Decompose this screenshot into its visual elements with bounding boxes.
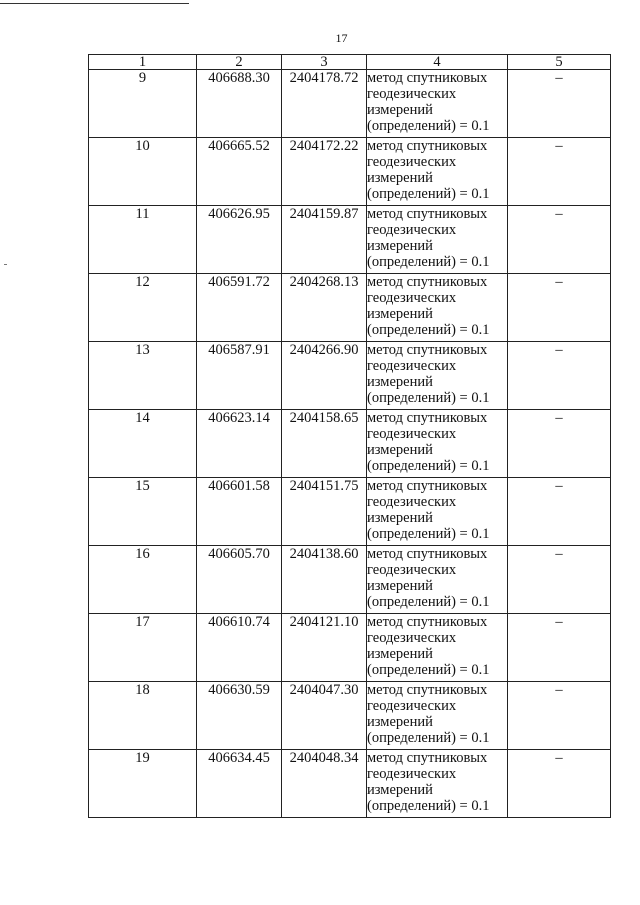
point-number-cell: 11 <box>89 206 197 274</box>
method-cell <box>367 682 508 750</box>
table-row <box>89 614 611 682</box>
table-row <box>89 274 611 342</box>
method-cell <box>367 546 508 614</box>
page-number: 17 <box>335 31 348 45</box>
method-line: (определений) = 0.1 <box>367 458 490 474</box>
method-line: метод спутниковых <box>367 274 488 290</box>
note-cell: – <box>508 614 611 682</box>
note-cell: – <box>508 206 611 274</box>
note-cell: – <box>508 478 611 546</box>
x-coordinate-cell: 406630.59 <box>197 682 282 750</box>
y-coordinate-cell: 2404151.75 <box>282 478 367 546</box>
table-row <box>89 138 611 206</box>
table-row <box>89 546 611 614</box>
x-coordinate-cell: 406623.14 <box>197 410 282 478</box>
method-line: метод спутниковых <box>367 546 488 562</box>
method-cell <box>367 750 508 818</box>
table-body <box>89 55 611 818</box>
point-number-cell: 19 <box>89 750 197 818</box>
method-cell <box>367 614 508 682</box>
x-coordinate-cell: 406626.95 <box>197 206 282 274</box>
table-row <box>89 750 611 818</box>
x-coordinate-cell: 406634.45 <box>197 750 282 818</box>
method-line: (определений) = 0.1 <box>367 390 490 406</box>
method-line: измерений <box>367 510 433 526</box>
table-row <box>89 70 611 138</box>
method-line: геодезических <box>367 222 457 238</box>
method-line: геодезических <box>367 358 457 374</box>
x-coordinate-cell: 406688.30 <box>197 70 282 138</box>
note-cell: – <box>508 138 611 206</box>
point-number-cell: 13 <box>89 342 197 410</box>
header-cell-5: 5 <box>508 55 611 70</box>
method-line: геодезических <box>367 698 457 714</box>
x-coordinate-cell: 406665.52 <box>197 138 282 206</box>
header-cell-3: 3 <box>282 55 367 70</box>
method-line: измерений <box>367 646 433 662</box>
method-line: метод спутниковых <box>367 750 488 766</box>
x-coordinate-cell: 406605.70 <box>197 546 282 614</box>
point-number-cell: 15 <box>89 478 197 546</box>
x-coordinate-cell: 406610.74 <box>197 614 282 682</box>
table-row <box>89 478 611 546</box>
method-line: геодезических <box>367 290 457 306</box>
y-coordinate-cell: 2404121.10 <box>282 614 367 682</box>
table-row <box>89 682 611 750</box>
margin-mark <box>4 264 7 265</box>
method-line: (определений) = 0.1 <box>367 254 490 270</box>
header-cell-4: 4 <box>367 55 508 70</box>
table-row <box>89 410 611 478</box>
point-number-cell: 9 <box>89 70 197 138</box>
method-line: (определений) = 0.1 <box>367 186 490 202</box>
method-line: измерений <box>367 170 433 186</box>
y-coordinate-cell: 2404047.30 <box>282 682 367 750</box>
method-line: метод спутниковых <box>367 342 488 358</box>
method-line: измерений <box>367 374 433 390</box>
method-line: метод спутниковых <box>367 478 488 494</box>
y-coordinate-cell: 2404172.22 <box>282 138 367 206</box>
method-cell <box>367 410 508 478</box>
y-coordinate-cell: 2404266.90 <box>282 342 367 410</box>
note-cell: – <box>508 750 611 818</box>
table-row <box>89 342 611 410</box>
note-cell: – <box>508 410 611 478</box>
y-coordinate-cell: 2404268.13 <box>282 274 367 342</box>
method-cell <box>367 274 508 342</box>
method-line: (определений) = 0.1 <box>367 662 490 678</box>
method-line: геодезических <box>367 562 457 578</box>
x-coordinate-cell: 406591.72 <box>197 274 282 342</box>
point-number-cell: 10 <box>89 138 197 206</box>
point-number-cell: 17 <box>89 614 197 682</box>
method-line: метод спутниковых <box>367 70 488 86</box>
point-number-cell: 16 <box>89 546 197 614</box>
note-cell: – <box>508 342 611 410</box>
method-line: (определений) = 0.1 <box>367 730 490 746</box>
method-line: геодезических <box>367 766 457 782</box>
method-cell <box>367 70 508 138</box>
method-line: (определений) = 0.1 <box>367 594 490 610</box>
point-number-cell: 18 <box>89 682 197 750</box>
method-line: геодезических <box>367 86 457 102</box>
coordinates-table <box>88 54 611 818</box>
header-cell-1: 1 <box>89 55 197 70</box>
method-line: (определений) = 0.1 <box>367 798 490 814</box>
method-line: геодезических <box>367 630 457 646</box>
header-cell-2: 2 <box>197 55 282 70</box>
method-line: геодезических <box>367 426 457 442</box>
method-line: метод спутниковых <box>367 206 488 222</box>
note-cell: – <box>508 682 611 750</box>
method-line: измерений <box>367 782 433 798</box>
method-line: (определений) = 0.1 <box>367 526 490 542</box>
point-number-cell: 12 <box>89 274 197 342</box>
point-number-cell: 14 <box>89 410 197 478</box>
method-line: измерений <box>367 306 433 322</box>
method-cell <box>367 138 508 206</box>
method-line: метод спутниковых <box>367 614 488 630</box>
method-cell <box>367 206 508 274</box>
top-rule <box>0 3 189 4</box>
method-line: метод спутниковых <box>367 682 488 698</box>
y-coordinate-cell: 2404158.65 <box>282 410 367 478</box>
method-line: измерений <box>367 714 433 730</box>
method-line: измерений <box>367 238 433 254</box>
note-cell: – <box>508 274 611 342</box>
method-line: (определений) = 0.1 <box>367 322 490 338</box>
note-cell: – <box>508 70 611 138</box>
y-coordinate-cell: 2404178.72 <box>282 70 367 138</box>
header-row <box>89 55 611 70</box>
method-line: метод спутниковых <box>367 138 488 154</box>
y-coordinate-cell: 2404159.87 <box>282 206 367 274</box>
note-cell: – <box>508 546 611 614</box>
x-coordinate-cell: 406587.91 <box>197 342 282 410</box>
table-row <box>89 206 611 274</box>
method-line: измерений <box>367 102 433 118</box>
method-line: (определений) = 0.1 <box>367 118 490 134</box>
method-cell <box>367 342 508 410</box>
y-coordinate-cell: 2404138.60 <box>282 546 367 614</box>
method-cell <box>367 478 508 546</box>
x-coordinate-cell: 406601.58 <box>197 478 282 546</box>
method-line: геодезических <box>367 154 457 170</box>
method-line: метод спутниковых <box>367 410 488 426</box>
y-coordinate-cell: 2404048.34 <box>282 750 367 818</box>
method-line: геодезических <box>367 494 457 510</box>
method-line: измерений <box>367 578 433 594</box>
method-line: измерений <box>367 442 433 458</box>
